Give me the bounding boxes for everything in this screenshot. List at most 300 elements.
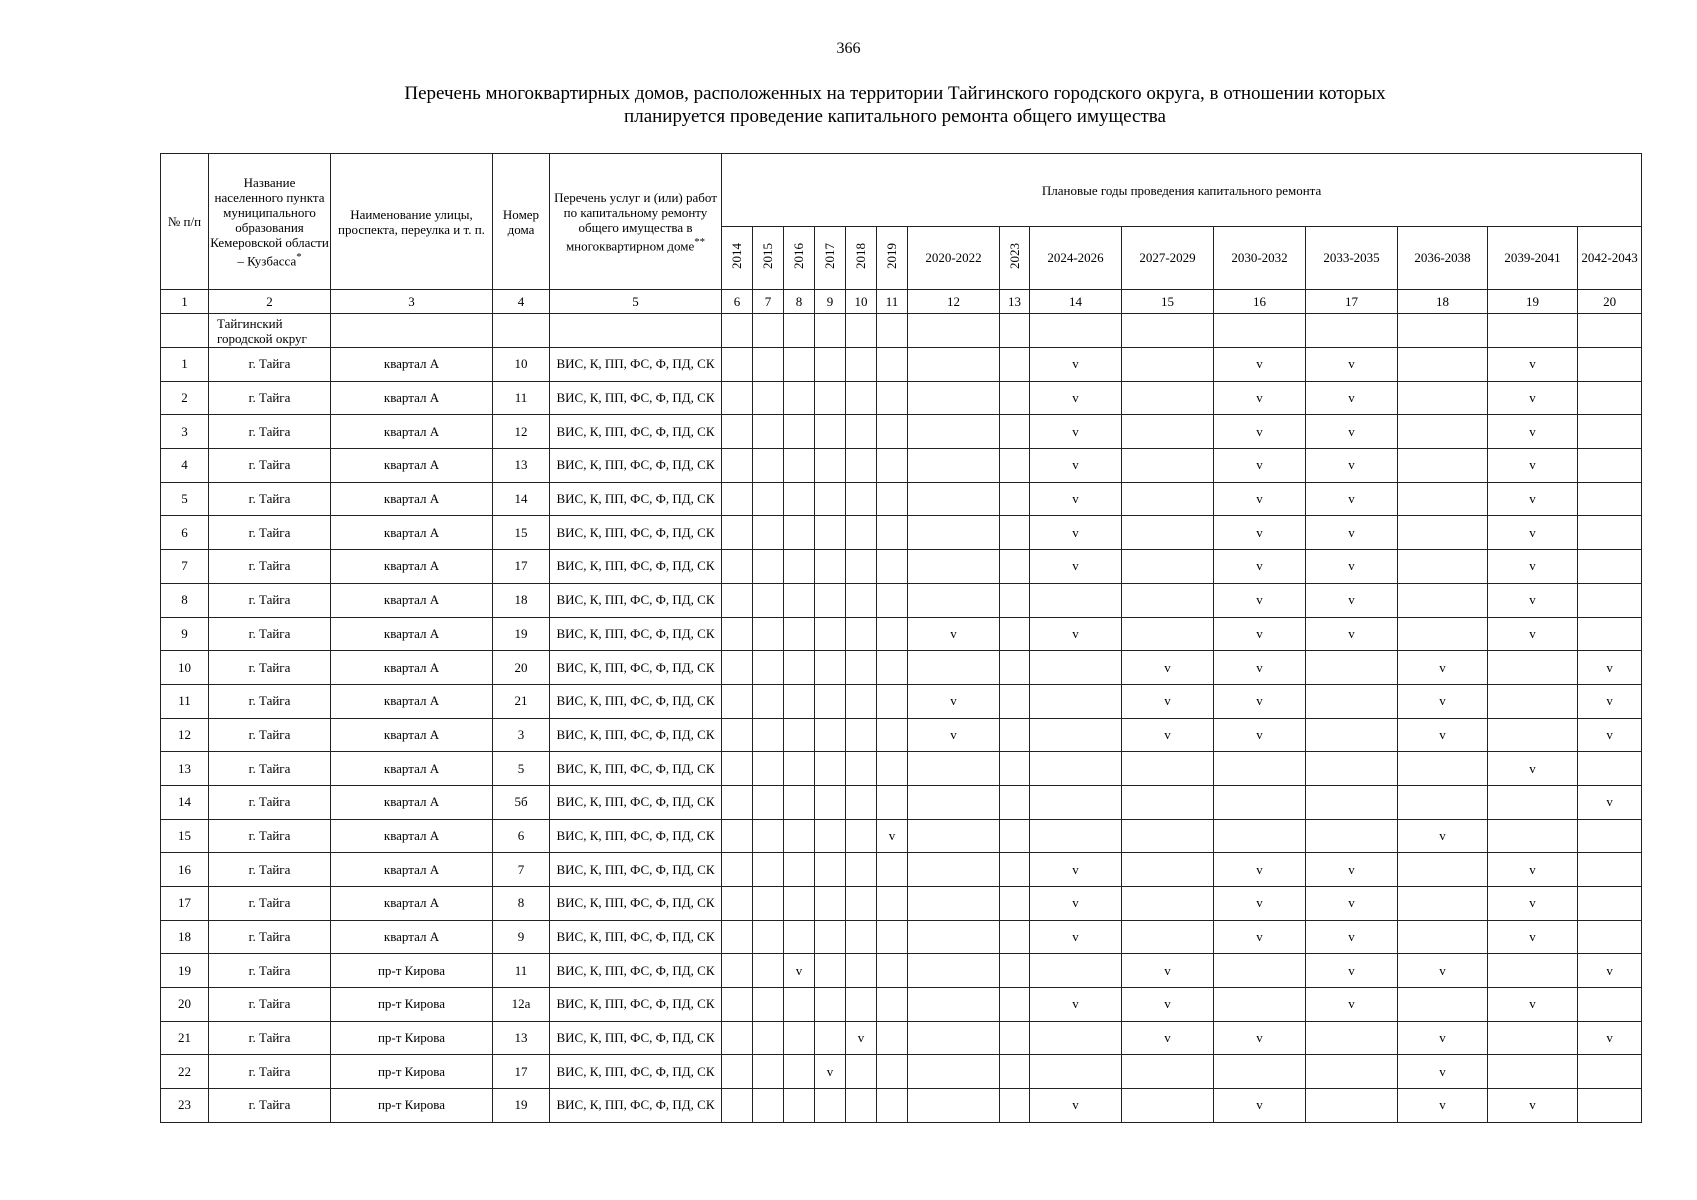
year-mark-cell [1000, 718, 1030, 752]
column-number: 16 [1214, 290, 1306, 314]
year-mark-cell: v [1030, 415, 1122, 449]
row-house-number: 15 [493, 516, 550, 550]
year-mark-cell [1122, 516, 1214, 550]
year-mark-cell [1578, 887, 1642, 921]
year-mark-cell [1000, 920, 1030, 954]
row-works-list: ВИС, К, ПП, ФС, Ф, ПД, СК [550, 887, 722, 921]
year-mark-cell [722, 887, 753, 921]
year-mark-cell [784, 348, 815, 382]
table-row [161, 988, 1642, 1022]
year-mark-cell [753, 819, 784, 853]
year-mark-cell [877, 785, 908, 819]
row-works-list: ВИС, К, ПП, ФС, Ф, ПД, СК [550, 954, 722, 988]
year-mark-cell: v [1306, 920, 1398, 954]
year-mark-cell [877, 853, 908, 887]
year-mark-cell: v [1214, 415, 1306, 449]
row-house-number: 9 [493, 920, 550, 954]
year-mark-cell [753, 954, 784, 988]
year-mark-cell [877, 482, 908, 516]
column-number: 17 [1306, 290, 1398, 314]
year-mark-cell [753, 516, 784, 550]
row-street: квартал А [331, 617, 493, 651]
year-mark-cell [1578, 1089, 1642, 1123]
section-empty-cell [908, 314, 1000, 348]
year-mark-cell [1398, 752, 1488, 786]
year-range-header: 2027-2029 [1122, 227, 1214, 290]
year-mark-cell [815, 988, 846, 1022]
table-row [161, 684, 1642, 718]
year-mark-cell [722, 1089, 753, 1123]
year-mark-cell [722, 1055, 753, 1089]
table-row [161, 617, 1642, 651]
year-mark-cell [1122, 550, 1214, 584]
year-mark-cell [1030, 954, 1122, 988]
year-mark-cell [1122, 415, 1214, 449]
year-mark-cell [877, 988, 908, 1022]
year-mark-cell [1578, 348, 1642, 382]
year-mark-cell [753, 785, 784, 819]
year-mark-cell: v [1306, 954, 1398, 988]
year-mark-cell [753, 449, 784, 483]
year-mark-cell [753, 718, 784, 752]
table-row [161, 449, 1642, 483]
year-mark-cell [846, 516, 877, 550]
house-rows [161, 348, 1642, 1123]
year-mark-cell [908, 415, 1000, 449]
year-mark-cell [1122, 617, 1214, 651]
year-mark-cell [815, 819, 846, 853]
year-mark-cell [753, 920, 784, 954]
year-mark-cell [784, 449, 815, 483]
row-locality: г. Тайга [209, 853, 331, 887]
header-locality [209, 154, 331, 290]
year-mark-cell [1306, 1055, 1398, 1089]
year-mark-cell: v [1398, 684, 1488, 718]
row-house-number: 5 [493, 752, 550, 786]
year-mark-cell [1398, 920, 1488, 954]
year-mark-cell [784, 381, 815, 415]
year-header [877, 227, 908, 290]
row-street: квартал А [331, 819, 493, 853]
title-line-1: Перечень многоквартирных домов, расположенных на территории Тайгинского городского округа, в отношении которых [404, 83, 1386, 104]
year-mark-cell: v [1488, 1089, 1578, 1123]
year-mark-cell [753, 1021, 784, 1055]
year-mark-cell: v [1578, 785, 1642, 819]
row-house-number: 12 [493, 415, 550, 449]
year-mark-cell [1398, 449, 1488, 483]
header-num: № п/п [161, 154, 209, 290]
year-mark-cell [753, 1055, 784, 1089]
year-range-header: 2024-2026 [1030, 227, 1122, 290]
year-mark-cell [1398, 853, 1488, 887]
column-number: 11 [877, 290, 908, 314]
year-mark-cell [722, 954, 753, 988]
row-locality: г. Тайга [209, 617, 331, 651]
year-mark-cell [784, 617, 815, 651]
year-range-header: 2039-2041 [1488, 227, 1578, 290]
table-row [161, 752, 1642, 786]
row-locality: г. Тайга [209, 684, 331, 718]
table-row [161, 887, 1642, 921]
row-number: 10 [161, 651, 209, 685]
row-number: 3 [161, 415, 209, 449]
row-house-number: 17 [493, 550, 550, 584]
year-mark-cell [815, 583, 846, 617]
row-street: квартал А [331, 583, 493, 617]
year-mark-cell [877, 718, 908, 752]
row-locality: г. Тайга [209, 482, 331, 516]
year-mark-cell [846, 482, 877, 516]
table-row [161, 718, 1642, 752]
year-mark-cell: v [1214, 449, 1306, 483]
year-mark-cell [846, 550, 877, 584]
year-mark-cell [1000, 449, 1030, 483]
row-house-number: 21 [493, 684, 550, 718]
year-mark-cell [722, 449, 753, 483]
table-row [161, 651, 1642, 685]
year-mark-cell: v [1306, 381, 1398, 415]
table-row [161, 1021, 1642, 1055]
year-mark-cell [1000, 651, 1030, 685]
year-mark-cell [1214, 954, 1306, 988]
section-empty-cell [846, 314, 877, 348]
year-mark-cell: v [1488, 449, 1578, 483]
row-locality: г. Тайга [209, 920, 331, 954]
year-mark-cell: v [1398, 1021, 1488, 1055]
year-mark-cell [1030, 718, 1122, 752]
year-mark-cell: v [1488, 482, 1578, 516]
year-range-header: 2020-2022 [908, 227, 1000, 290]
year-mark-cell [1306, 752, 1398, 786]
year-header [1000, 227, 1030, 290]
year-mark-cell [1000, 348, 1030, 382]
column-number: 4 [493, 290, 550, 314]
table-row [161, 516, 1642, 550]
row-locality: г. Тайга [209, 651, 331, 685]
column-number: 6 [722, 290, 753, 314]
year-mark-cell [1122, 887, 1214, 921]
year-mark-cell: v [1030, 988, 1122, 1022]
year-mark-cell [1578, 516, 1642, 550]
row-street: квартал А [331, 718, 493, 752]
row-street: пр-т Кирова [331, 1021, 493, 1055]
year-mark-cell [784, 853, 815, 887]
year-mark-cell [784, 785, 815, 819]
section-empty-cell [1214, 314, 1306, 348]
row-works-list: ВИС, К, ПП, ФС, Ф, ПД, СК [550, 920, 722, 954]
year-mark-cell [908, 1055, 1000, 1089]
section-empty-cell [1030, 314, 1122, 348]
year-mark-cell [753, 550, 784, 584]
column-number: 5 [550, 290, 722, 314]
year-mark-cell [1578, 449, 1642, 483]
year-mark-cell: v [1578, 954, 1642, 988]
section-empty-cell [550, 314, 722, 348]
column-number: 19 [1488, 290, 1578, 314]
row-locality: г. Тайга [209, 887, 331, 921]
row-street: пр-т Кирова [331, 1055, 493, 1089]
year-mark-cell [1122, 920, 1214, 954]
section-empty-cell [1398, 314, 1488, 348]
year-mark-cell [1306, 718, 1398, 752]
year-mark-cell [908, 819, 1000, 853]
row-number: 14 [161, 785, 209, 819]
year-mark-cell: v [1306, 449, 1398, 483]
section-empty-cell [1122, 314, 1214, 348]
row-locality: г. Тайга [209, 718, 331, 752]
row-number: 6 [161, 516, 209, 550]
column-number: 18 [1398, 290, 1488, 314]
row-works-list: ВИС, К, ПП, ФС, Ф, ПД, СК [550, 684, 722, 718]
year-mark-cell [1030, 583, 1122, 617]
year-mark-cell [1306, 819, 1398, 853]
year-mark-cell [784, 819, 815, 853]
year-mark-cell [815, 1089, 846, 1123]
year-mark-cell [877, 381, 908, 415]
section-empty-cell [493, 314, 550, 348]
year-mark-cell [784, 718, 815, 752]
year-mark-cell [784, 516, 815, 550]
year-mark-cell [753, 415, 784, 449]
year-mark-cell [1122, 752, 1214, 786]
year-mark-cell: v [1030, 550, 1122, 584]
year-mark-cell [846, 449, 877, 483]
row-house-number: 13 [493, 449, 550, 483]
table-row [161, 348, 1642, 382]
year-mark-cell [1000, 785, 1030, 819]
year-mark-cell [784, 1055, 815, 1089]
year-mark-cell [1578, 583, 1642, 617]
year-mark-cell: v [1214, 516, 1306, 550]
year-mark-cell [784, 482, 815, 516]
year-mark-cell [784, 684, 815, 718]
year-mark-cell [908, 381, 1000, 415]
year-mark-cell [815, 853, 846, 887]
year-label: 2016 [791, 243, 806, 269]
year-mark-cell [753, 887, 784, 921]
year-mark-cell [1398, 617, 1488, 651]
column-number: 20 [1578, 290, 1642, 314]
year-mark-cell: v [908, 718, 1000, 752]
column-number: 15 [1122, 290, 1214, 314]
year-mark-cell [1398, 550, 1488, 584]
row-number: 5 [161, 482, 209, 516]
table-row [161, 482, 1642, 516]
row-house-number: 11 [493, 381, 550, 415]
year-mark-cell [908, 583, 1000, 617]
row-number: 9 [161, 617, 209, 651]
year-mark-cell: v [1122, 651, 1214, 685]
row-works-list: ВИС, К, ПП, ФС, Ф, ПД, СК [550, 516, 722, 550]
section-empty-cell [877, 314, 908, 348]
row-number: 23 [161, 1089, 209, 1123]
year-mark-cell [846, 583, 877, 617]
row-locality: г. Тайга [209, 819, 331, 853]
year-mark-cell [1306, 785, 1398, 819]
section-empty-cell [1578, 314, 1642, 348]
section-municipality: Тайгинский городской округ [209, 314, 331, 348]
year-mark-cell [877, 516, 908, 550]
year-mark-cell: v [1122, 1021, 1214, 1055]
year-mark-cell [722, 920, 753, 954]
year-mark-cell [908, 887, 1000, 921]
year-mark-cell: v [1214, 853, 1306, 887]
year-mark-cell [1000, 954, 1030, 988]
year-mark-cell [1306, 1021, 1398, 1055]
year-mark-cell [846, 954, 877, 988]
year-mark-cell [815, 415, 846, 449]
section-empty-cell [1306, 314, 1398, 348]
year-mark-cell [846, 785, 877, 819]
year-mark-cell [815, 752, 846, 786]
row-house-number: 11 [493, 954, 550, 988]
year-mark-cell: v [1488, 583, 1578, 617]
year-mark-cell: v [784, 954, 815, 988]
year-mark-cell [722, 617, 753, 651]
year-mark-cell [722, 550, 753, 584]
year-mark-cell [815, 550, 846, 584]
year-mark-cell [722, 516, 753, 550]
year-mark-cell [908, 550, 1000, 584]
year-mark-cell [908, 853, 1000, 887]
year-mark-cell: v [1488, 988, 1578, 1022]
year-mark-cell [877, 415, 908, 449]
year-mark-cell [753, 348, 784, 382]
year-mark-cell [722, 819, 753, 853]
row-house-number: 14 [493, 482, 550, 516]
section-empty-cell [1000, 314, 1030, 348]
year-mark-cell [1030, 684, 1122, 718]
year-mark-cell: v [1306, 583, 1398, 617]
year-mark-cell: v [1214, 1089, 1306, 1123]
row-works-list: ВИС, К, ПП, ФС, Ф, ПД, СК [550, 415, 722, 449]
row-street: пр-т Кирова [331, 1089, 493, 1123]
year-mark-cell [908, 516, 1000, 550]
year-mark-cell: v [1214, 887, 1306, 921]
row-street: квартал А [331, 516, 493, 550]
year-mark-cell [1122, 381, 1214, 415]
header-locality-footnote: * [296, 250, 302, 263]
section-row [161, 314, 1642, 348]
year-mark-cell [1488, 651, 1578, 685]
year-mark-cell [722, 583, 753, 617]
section-empty-cell [784, 314, 815, 348]
row-number: 16 [161, 853, 209, 887]
year-mark-cell [753, 583, 784, 617]
year-mark-cell: v [846, 1021, 877, 1055]
table-row [161, 853, 1642, 887]
row-number: 11 [161, 684, 209, 718]
year-mark-cell: v [1398, 718, 1488, 752]
year-mark-cell [1306, 651, 1398, 685]
year-mark-cell [1030, 752, 1122, 786]
row-works-list: ВИС, К, ПП, ФС, Ф, ПД, СК [550, 785, 722, 819]
year-header [784, 227, 815, 290]
year-mark-cell: v [1030, 482, 1122, 516]
year-mark-cell [1000, 853, 1030, 887]
year-mark-cell [1306, 1089, 1398, 1123]
year-mark-cell [1000, 988, 1030, 1022]
row-house-number: 3 [493, 718, 550, 752]
year-mark-cell [1214, 785, 1306, 819]
row-locality: г. Тайга [209, 988, 331, 1022]
row-street: квартал А [331, 550, 493, 584]
table-row [161, 920, 1642, 954]
row-street: квартал А [331, 752, 493, 786]
year-mark-cell [784, 550, 815, 584]
section-empty-cell [331, 314, 493, 348]
row-locality: г. Тайга [209, 1055, 331, 1089]
table-row [161, 785, 1642, 819]
year-mark-cell [846, 988, 877, 1022]
row-street: квартал А [331, 853, 493, 887]
year-mark-cell [908, 1021, 1000, 1055]
year-mark-cell [1578, 617, 1642, 651]
year-mark-cell [1214, 988, 1306, 1022]
header-street: Наименование улицы, проспекта, переулка и т. п. [331, 154, 493, 290]
year-mark-cell [753, 853, 784, 887]
row-works-list: ВИС, К, ПП, ФС, Ф, ПД, СК [550, 381, 722, 415]
row-works-list: ВИС, К, ПП, ФС, Ф, ПД, СК [550, 651, 722, 685]
year-label: 2018 [853, 243, 868, 269]
year-mark-cell [846, 617, 877, 651]
year-mark-cell [1030, 785, 1122, 819]
year-mark-cell: v [1578, 718, 1642, 752]
year-mark-cell [1000, 550, 1030, 584]
year-mark-cell: v [1214, 1021, 1306, 1055]
column-number: 3 [331, 290, 493, 314]
year-mark-cell: v [1214, 583, 1306, 617]
year-mark-cell [1000, 583, 1030, 617]
year-mark-cell [908, 348, 1000, 382]
year-mark-cell [1122, 853, 1214, 887]
year-range-header: 2042-2043 [1578, 227, 1642, 290]
row-house-number: 13 [493, 1021, 550, 1055]
year-mark-cell [1000, 887, 1030, 921]
row-works-list: ВИС, К, ПП, ФС, Ф, ПД, СК [550, 718, 722, 752]
year-range-header: 2033-2035 [1306, 227, 1398, 290]
year-mark-cell [908, 752, 1000, 786]
row-works-list: ВИС, К, ПП, ФС, Ф, ПД, СК [550, 449, 722, 483]
header-locality-text: Название населенного пункта муниципального образования Кемеровской области – Кузбасса [210, 174, 329, 269]
row-number: 17 [161, 887, 209, 921]
year-mark-cell [1122, 583, 1214, 617]
year-mark-cell: v [1030, 920, 1122, 954]
year-mark-cell [784, 651, 815, 685]
year-mark-cell: v [1398, 1055, 1488, 1089]
year-mark-cell [1488, 718, 1578, 752]
row-street: квартал А [331, 415, 493, 449]
row-street: пр-т Кирова [331, 988, 493, 1022]
row-house-number: 12а [493, 988, 550, 1022]
year-mark-cell [784, 988, 815, 1022]
year-mark-cell: v [1488, 516, 1578, 550]
row-house-number: 7 [493, 853, 550, 887]
year-mark-cell [1122, 348, 1214, 382]
year-mark-cell [846, 348, 877, 382]
column-number: 13 [1000, 290, 1030, 314]
year-mark-cell [846, 819, 877, 853]
row-street: пр-т Кирова [331, 954, 493, 988]
year-mark-cell: v [1306, 853, 1398, 887]
year-mark-cell [1000, 819, 1030, 853]
year-mark-cell [815, 1021, 846, 1055]
title-line-2: планируется проведение капитального ремонта общего имущества [624, 106, 1166, 127]
year-mark-cell: v [908, 617, 1000, 651]
year-mark-cell: v [1030, 1089, 1122, 1123]
year-mark-cell [722, 348, 753, 382]
year-mark-cell [722, 752, 753, 786]
